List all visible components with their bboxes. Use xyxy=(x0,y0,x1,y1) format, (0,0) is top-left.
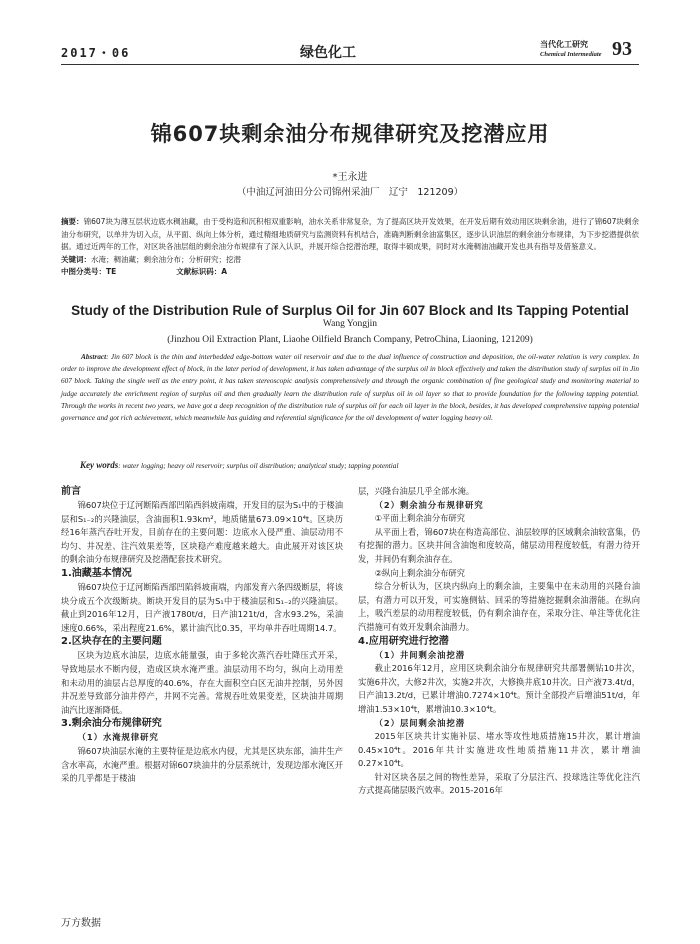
clc-value: TE xyxy=(106,267,117,276)
journal-brand-cn: 当代化工研究 xyxy=(540,40,588,49)
subsubsection-heading-3-2-2: ②纵向上剩余油分布研究 xyxy=(374,567,466,578)
header-rule xyxy=(61,64,639,65)
issue-label: 2017・06 xyxy=(61,46,131,60)
keywords-en xyxy=(80,460,640,470)
abstract-en-label: Abstract xyxy=(81,352,107,361)
paragraph-3-2-2: 综合分析认为，区块内纵向上的剩余油，主要集中在未动用的兴隆台油层，有潜力可以开发，可实施侧钻、回采的等措施挖掘剩余油潜能。在纵向上，吸汽差层的动用程度较低，仍有剩余油存在，采取分注、单注等优化注汽措施可有效开发剩余油潜力。 xyxy=(358,581,640,632)
keywords-cn-label: 关键词： xyxy=(61,254,91,264)
article-title-en: Study of the Distribution Rule of Surplus Oil for Jin 607 Block and Its Tapping Potential xyxy=(71,303,629,318)
section-heading-intro: 前言 xyxy=(61,486,81,497)
paragraph-3-1: 锦607块油层水淹的主要特征是边底水内侵，尤其是区块东部，油井生产含水率高，水淹严重。根据对锦607块油井的分层系统计，发现边部水淹区开采的几乎都是于楼油 xyxy=(61,745,343,784)
paragraph-2: 区块为边底水油层，边底水能量强，由于多轮次蒸汽吞吐降压式开采，导致地层水不断内侵，造成区块水淹严重。油层动用不均匀，纵向上动用差和未动用的油层占总厚度的40.6%，存在大面积空白区无油井控制，另外因井况差导致部分油井停产，井网不完善。常规吞吐效果变差，区块油井周期油汽比逐渐降低。 xyxy=(61,650,343,715)
abstract-cn-text: 锦607块为薄互层状边底水稠油藏，由于受构造和沉积相双重影响，油水关系非常复杂，为了提高区块开发效果，在开发后期有效动用区块剩余油，进行了锦607块剩余油分布研究，以单井为切入点，从平面、纵向上体分析，通过精细地质研究与监测资料有机结合，准确判断剩余油富集区，逐步认识油层的剩余油分布规律，为下步挖潜提供依据。通过近两年的工作，对区块各油层组的剩余油分布规律有了深入认识，并展开综合挖潜治理，取得丰硕成果，同时对水淹稠油油藏开发也具有指导及借鉴意义。 xyxy=(61,217,639,251)
affiliation-cn: （中油辽河油田分公司锦州采油厂 辽宁 121209） xyxy=(236,187,464,198)
section-heading-1: 1.油藏基本情况 xyxy=(61,567,132,579)
subsection-heading-4-2: （2）层间剩余油挖潜 xyxy=(374,717,466,728)
abstract-en xyxy=(61,351,639,424)
section-heading-2: 2.区块存在的主要问题 xyxy=(61,636,162,648)
abstract-cn-label: 摘要： xyxy=(61,217,84,226)
doc-code-value: A xyxy=(221,267,228,276)
doc-code-label: 文献标识码： xyxy=(176,267,222,276)
subsection-heading-3-1: （1）水淹规律研究 xyxy=(77,732,159,743)
abstract-en-text: : Jin 607 block is the thin and interbedded edge-bottom water oil reservoir and due to the dual influence of construction and deposition, the oil-water relation is very complex. In order to improve the development effect of block, in the later period of development, it has taken advantage of the surplus oil in block effectively and taken the distribution study of surplus oil in Jin 607 block. Taking the single well as the entry point, it has taken stereoscopic analysis comprehensively and through the organic combination of fine geological study and monitoring material to judge accurately the enrichment region of surplus oil and then gradually learn the distribution rule of surplus oil in oil layer so that to provide foundation for the following tapping potential. Through the works in recent two years, we have got a deep recognition of the distribution rule of surplus oil for each oil layer in the block, besides, it has developed comprehensive tapping potential governance and got rich achievement, which meanwhile has guiding and referential significance for the oil development of water logging heavy oil. xyxy=(61,352,639,423)
footer-source: 万方数据 xyxy=(61,918,101,929)
author-cn: *王永进 xyxy=(332,172,368,183)
page-number: 93 xyxy=(612,38,632,60)
abstract-cn xyxy=(61,216,639,254)
section-heading-4: 4.应用研究进行挖潜 xyxy=(358,635,449,647)
journal-brand-en: Chemical Intermediate xyxy=(540,51,602,58)
paragraph-1: 锦607块位于辽河断陷西部凹陷斜坡南端，内部发育六条四级断层，将该块分成五个次级断块。断块开发目的层为S₁中于楼油层和S₁₋₂的兴隆油层。截止到2016年12月，日产液1780t/d，日产油121t/d，含水93.2%，采油速度0.66%，采出程度21.6%，累计油汽比0.35，平均单井吞吐周期14.7。 xyxy=(61,581,343,633)
paragraph-3-1-cont: 层，兴隆台油层几乎全部水淹。 xyxy=(358,486,475,496)
keywords-en-text: : water logging; heavy oil reservoir; surplus oil distribution; analytical study; tapping potential xyxy=(118,461,399,470)
paragraph-intro: 锦607块位于辽河断陷西部凹陷西斜坡南端，开发目的层为S₁中的于楼油层和S₁₋₂的兴隆油层，含油面积1.93km²，地质储量673.09×10⁴t。区块历经16年蒸汽吞吐开发，目前存在的主要问题：边底水入侵严重、油层动用不均匀、井况差、注汽效果差等，区块稳产难度越来越大。由此展开对该区块的剩余油分布规律研究及挖潜配套技术研究。 xyxy=(61,500,343,565)
body-column-left xyxy=(61,485,343,786)
paragraph-4-2a: 2015年区块共计实施补层、堵水等攻性地质措施15井次，累计增油0.45×10⁴t。2016年共计实施进攻性地质措施11井次，累计增油0.27×10⁴t。 xyxy=(358,731,640,769)
paragraph-4-2b: 针对区块各层之间的物性差异，采取了分层注汽、投球选注等优化注汽方式提高储层吸汽效率。2015-2016年 xyxy=(358,771,640,796)
subsection-heading-3-2: （2）剩余油分布规律研究 xyxy=(374,499,484,510)
classification-line xyxy=(61,266,639,279)
article-title-cn: 锦607块剩余油分布规律研究及挖潜应用 xyxy=(150,122,550,146)
journal-brand xyxy=(540,40,602,60)
author-en: Wang Yongjin xyxy=(322,319,378,329)
paragraph-3-2-1: 从平面上看，锦607块在构造高部位、油层较厚的区域剩余油较富集，仍有挖掘的潜力。区块井间含油饱和度较高，储层动用程度较低，有潜力待开发，井间仍有剩余油存在。 xyxy=(358,526,640,564)
clc-label: 中图分类号： xyxy=(61,267,106,276)
journal-section-title: 绿色化工 xyxy=(300,45,356,61)
keywords-en-label: Key words xyxy=(80,460,119,470)
subsubsection-heading-3-2-1: ①平面上剩余油分布研究 xyxy=(374,513,466,524)
body-column-right xyxy=(358,485,640,798)
paragraph-4-1: 截止2016年12月，应用区块剩余油分布规律研究共部署侧钻10井次，实施6井次，大修2井次，实施2井次，大修换井底10井次。日产液73.4t/d，日产油13.2t/d，已累计增油0.7274×10⁴t。预计全部投产后增油51t/d，年增油1.53×10⁴t，累增油10.3×10⁴t。 xyxy=(358,663,640,714)
abstract-cn-block xyxy=(61,216,639,279)
keywords-cn-text: 水淹；稠油藏；剩余油分布；分析研究；挖潜 xyxy=(91,254,241,264)
keywords-cn xyxy=(61,254,639,267)
affiliation-en: (Jinzhou Oil Extraction Plant, Liaohe Oilfield Branch Company, PetroChina, Liaoning, 121209) xyxy=(167,335,533,345)
subsection-heading-4-1: （1）井间剩余油挖潜 xyxy=(374,649,466,660)
section-heading-3: 3.剩余油分布规律研究 xyxy=(61,718,162,730)
